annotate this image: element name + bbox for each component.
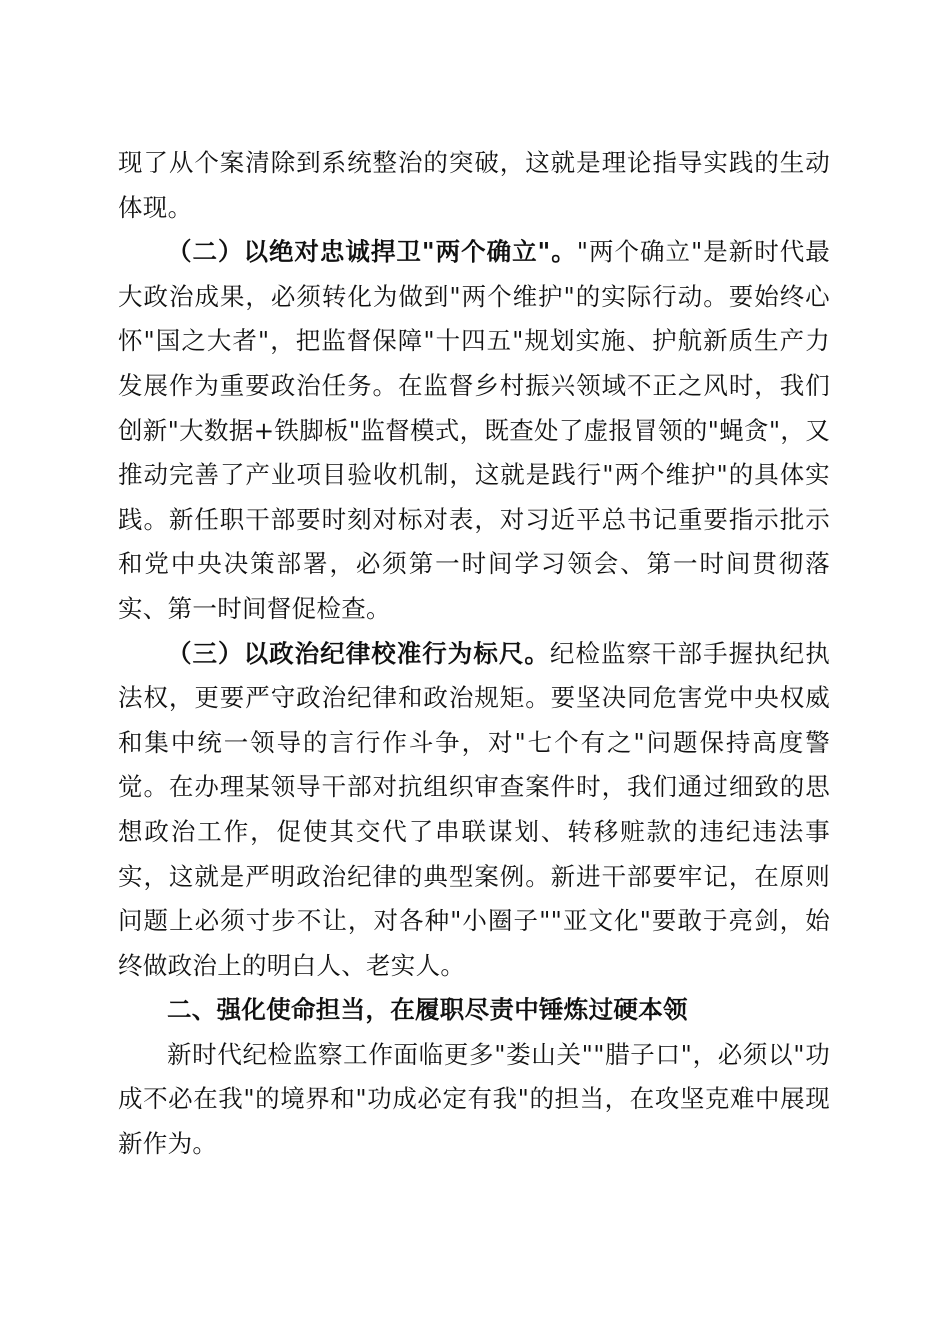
paragraph-loyalty	[118, 230, 830, 631]
paragraph-continuation: 现了从个案清除到系统整治的突破，这就是理论指导实践的生动体现。	[118, 148, 830, 222]
paragraph-mission: 新时代纪检监察工作面临更多"娄山关""腊子口"，必须以"功成不必在我"的境界和"功成必定有我"的担当，在攻坚克难中展现新作为。	[118, 1039, 830, 1159]
paragraph-discipline	[118, 632, 830, 989]
subheading-loyalty: （二）以绝对忠诚捍卫"两个确立"。	[167, 237, 577, 267]
document-body	[118, 141, 830, 1167]
paragraph-loyalty-body: "两个确立"是新时代最大政治成果，必须转化为做到"两个维护"的实际行动。要始终心怀"国之大者"，把监督保障"十四五"规划实施、护航新质生产力发展作为重要政治任务。在监督乡村振兴领域不正之风时，我们创新"大数据+铁脚板"监督模式，既查处了虚报冒领的"蝇贪"，又推动完善了产业项目验收机制，这就是践行"两个维护"的具体实践。新任职干部要时刻对标对表，对习近平总书记重要指示批示和党中央决策部署，必须第一时间学习领会、第一时间贯彻落实、第一时间督促检查。	[118, 237, 830, 623]
paragraph-discipline-body: 纪检监察干部手握执纪执法权，更要严守政治纪律和政治规矩。要坚决同危害党中央权威和集中统一领导的言行作斗争，对"七个有之"问题保持高度警觉。在办理某领导干部对抗组织审查案件时，我们通过细致的思想政治工作，促使其交代了串联谋划、转移赃款的违纪违法事实，这就是严明政治纪律的典型案例。新进干部要牢记，在原则问题上必须寸步不让，对各种"小圈子""亚文化"要敢于亮剑，始终做政治上的明白人、老实人。	[118, 638, 830, 980]
subheading-discipline: （三）以政治纪律校准行为标尺。	[167, 638, 550, 668]
section-heading: 二、强化使命担当，在履职尽责中锤炼过硬本领	[167, 995, 688, 1025]
